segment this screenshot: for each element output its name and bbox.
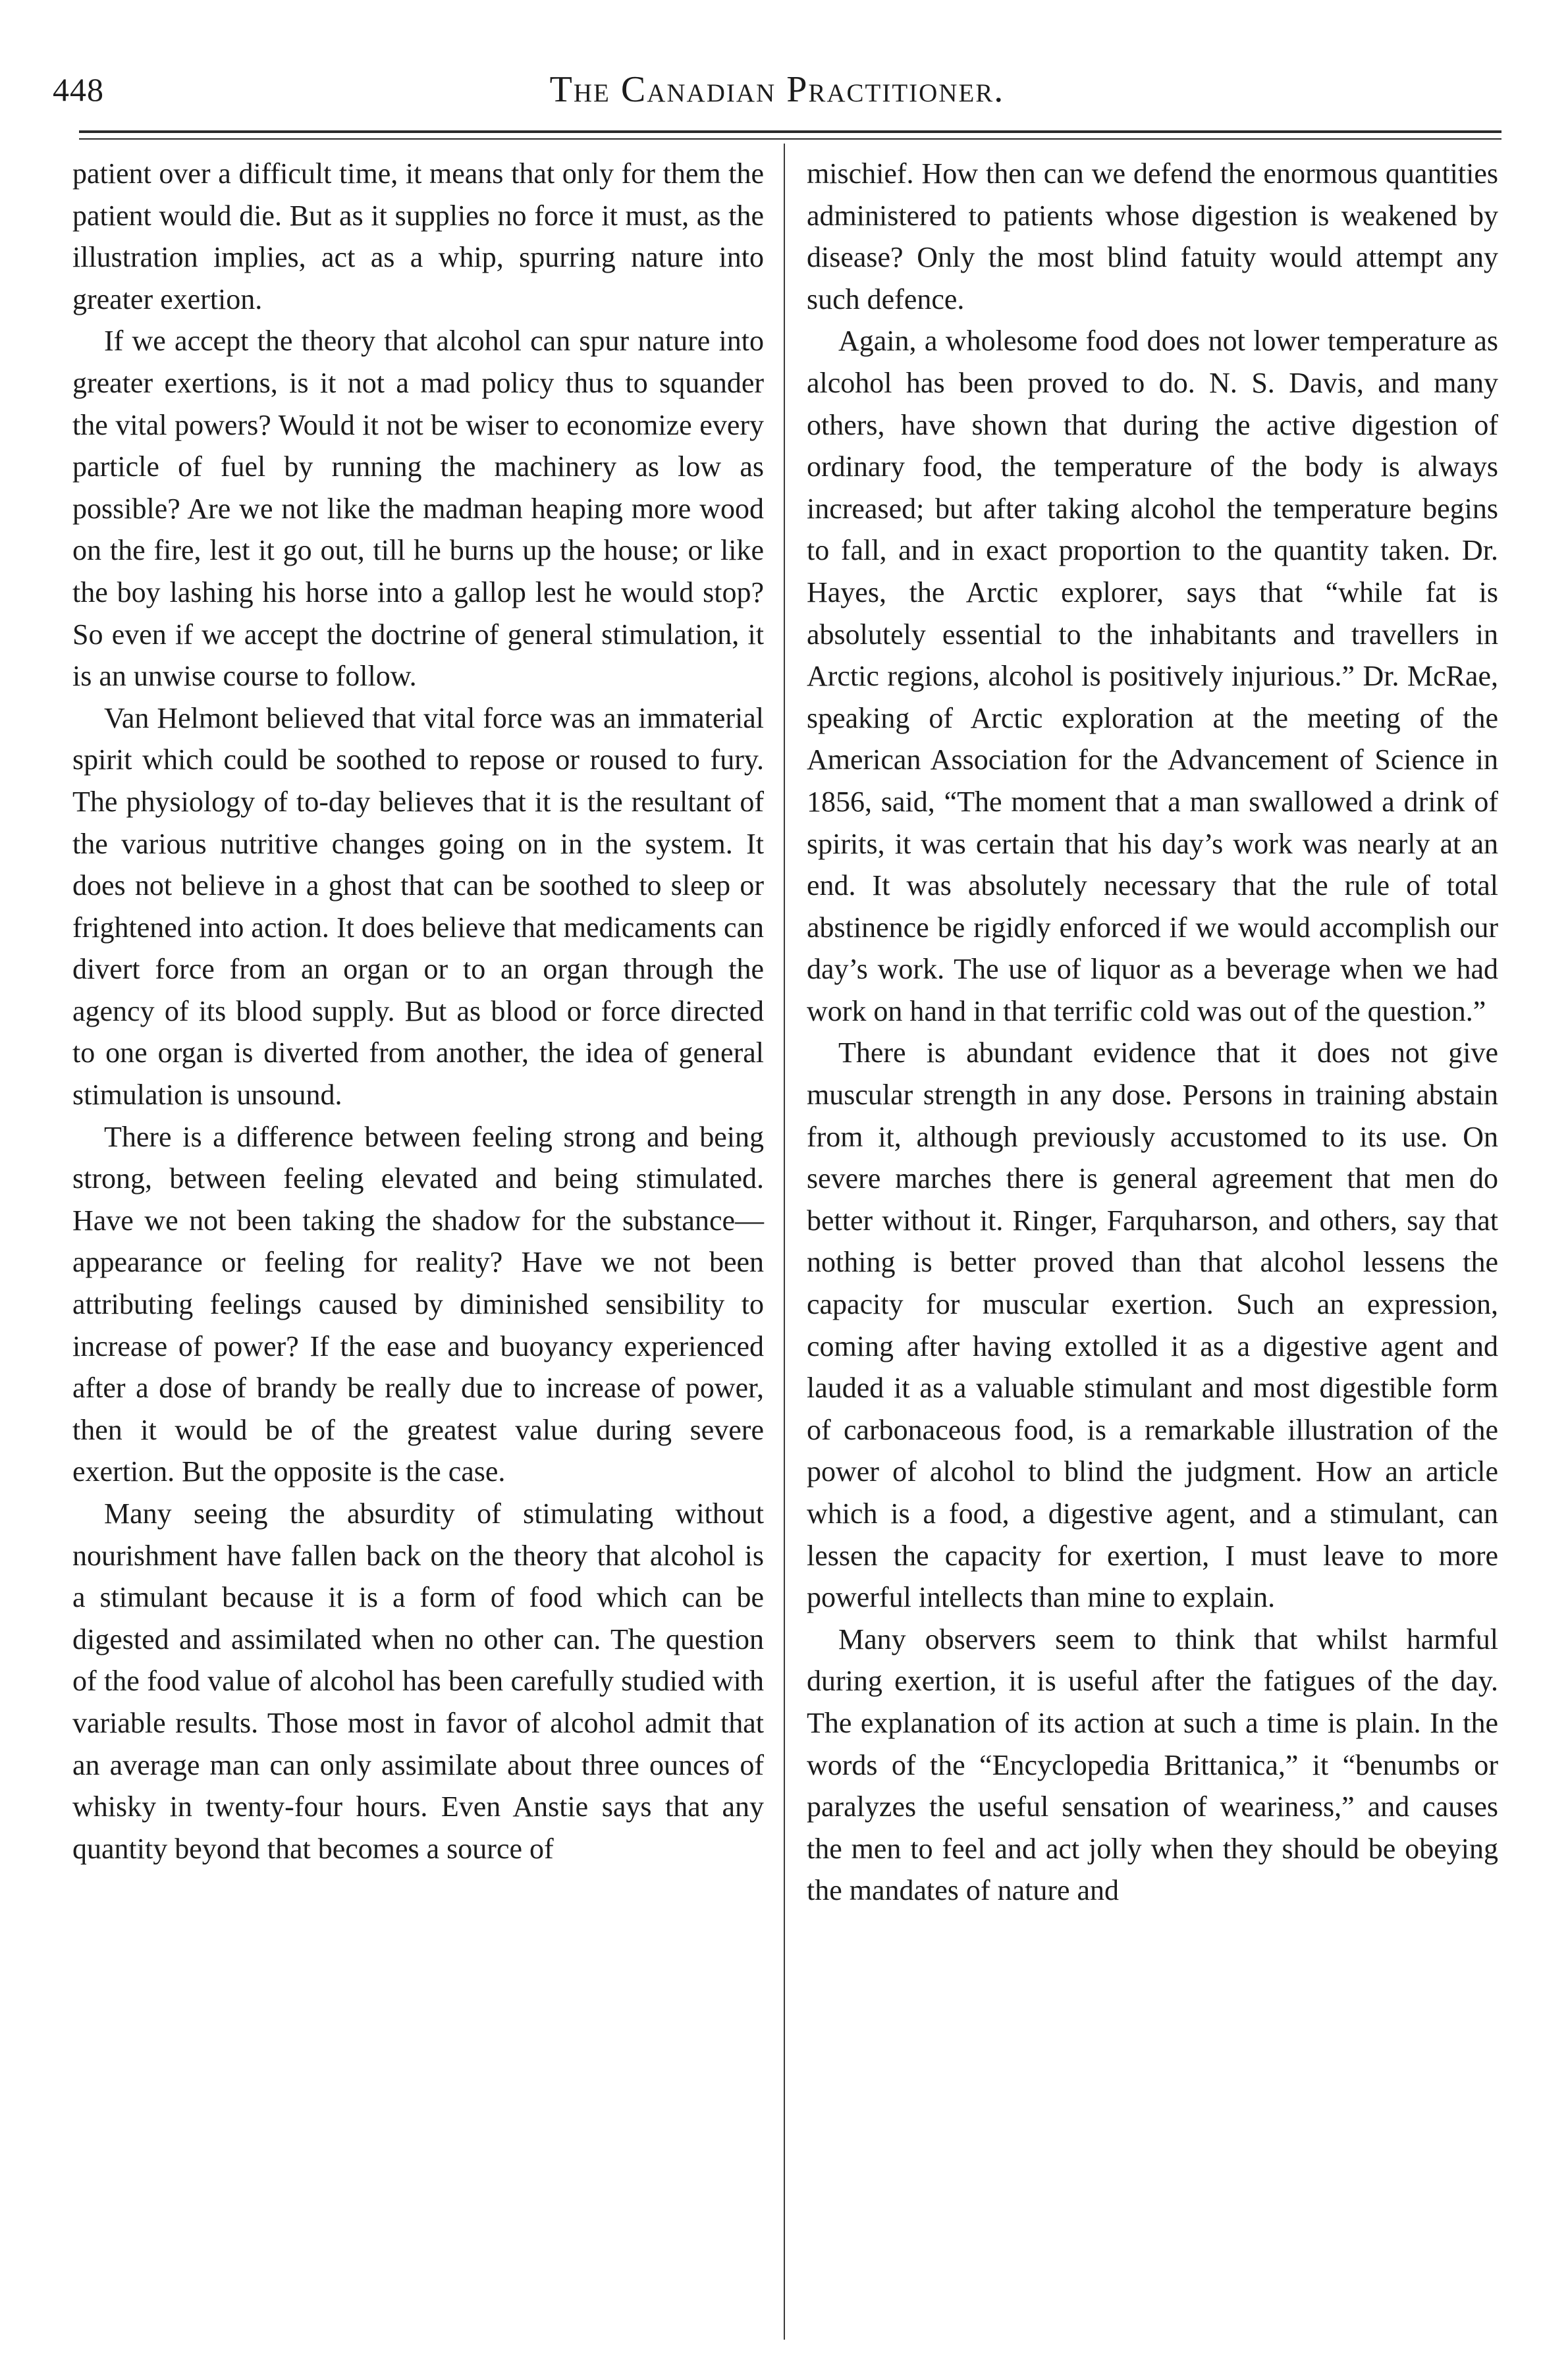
paragraph: There is a difference between feeling strong and being strong, between feeling elevated and being stimulated. Have we not been taking the shadow for the substance—appearance or feeling for reality? Have we not been attributing feelings caused by diminished sensibility to increase of power? If the ease and buoyancy experienced after a dose of brandy be really due to increase of power, then it would be of the greatest value during severe exertion. But the opposite is the case.	[72, 1120, 764, 1488]
left-column	[72, 153, 764, 1869]
paragraph: Many seeing the absurdity of stimulating without nourishment have fallen back on the theory that alcohol is a stimulant because it is a form of food which can be digested and assimilated when no other can. The question of the food value of alcohol has been carefully studied with variable results. Those most in favor of alcohol admit that an average man can only assimilate about three ounces of whisky in twenty-four hours. Even Anstie says that any quantity beyond that becomes a source of	[72, 1497, 764, 1865]
paragraph: mischief. How then can we defend the enormous quantities administered to patients whose digestion is weakened by disease? Only the most blind fatuity would attempt any such defence.	[807, 157, 1498, 315]
column-divider	[784, 144, 785, 2340]
paragraph: Many observers seem to think that whilst harmful during exertion, it is useful after the fatigues of the day. The explanation of its action at such a time is plain. In the words of the “Encyclopedia Brittanica,” it “benumbs or paralyzes the useful sensation of weariness,” and causes the men to feel and act jolly when they should be obeying the mandates of nature and	[807, 1623, 1498, 1907]
paragraph: Again, a wholesome food does not lower temperature as alcohol has been proved to do. N. S. Davis, and many others, have shown that during the active digestion of ordinary food, the temperature of the body is always increased; but after taking alcohol the temperature begins to fall, and in exact proportion to the quantity taken. Dr. Hayes, the Arctic explorer, says that “while fat is absolutely essential to the inhabitants and travellers in Arctic regions, alcohol is positively injurious.” Dr. McRae, speaking of Arctic exploration at the meeting of the American Association for the Advancement of Science in 1856, said, “The moment that a man swallowed a drink of spirits, it was certain that his day’s work was nearly at an end. It was absolutely necessary that the rule of total abstinence be rigidly enforced if we would accomplish our day’s work. The use of liquor as a beverage when we had work on hand in that terrific cold was out of the question.”	[807, 325, 1498, 1027]
paragraph: There is abundant evidence that it does not give muscular strength in any dose. Persons in training abstain from it, although previously accustomed to its use. On severe marches there is general agreement that men do better without it. Ringer, Farquharson, and others, say that nothing is better proved than that alcohol lessens the capacity for muscular exertion. Such an expression, coming after having extolled it as a digestive agent and lauded it as a valuable stimulant and most digestible form of carbonaceous food, is a remarkable illustration of the power of alcohol to blind the judgment. How an article which is a food, a digestive agent, and a stimulant, can lessen the capacity for exertion, I must leave to more powerful intellects than mine to explain.	[807, 1036, 1498, 1614]
page-number: 448	[53, 71, 104, 108]
running-title: The Canadian Practitioner.	[549, 69, 1005, 110]
header-rule-thick	[79, 130, 1501, 133]
page-header	[53, 63, 1501, 116]
paragraph: If we accept the theory that alcohol can spur nature into greater exertions, is it not a mad policy thus to squander the vital powers? Would it not be wiser to economize every particle of fuel by running the machinery as low as possible? Are we not like the madman heaping more wood on the fire, lest it go out, till he burns up the house; or like the boy lashing his horse into a gallop lest he would stop? So even if we accept the doctrine of general stimulation, it is an unwise course to follow.	[72, 325, 764, 693]
paragraph: patient over a difficult time, it means that only for them the patient would die. But as it supplies no force it must, as the illustration implies, act as a whip, spurring nature into greater exertion.	[72, 157, 764, 315]
header-rule-thin	[79, 138, 1501, 140]
paragraph: Van Helmont believed that vital force was an immaterial spirit which could be soothed to repose or roused to fury. The physiology of to-day believes that it is the resultant of the various nutritive changes going on in the system. It does not believe in a ghost that can be soothed to sleep or frightened into action. It does believe that medicaments can divert force from an organ or to an organ through the agency of its blood supply. But as blood or force directed to one organ is diverted from another, the idea of general stimulation is unsound.	[72, 701, 764, 1112]
right-column	[807, 153, 1498, 1912]
